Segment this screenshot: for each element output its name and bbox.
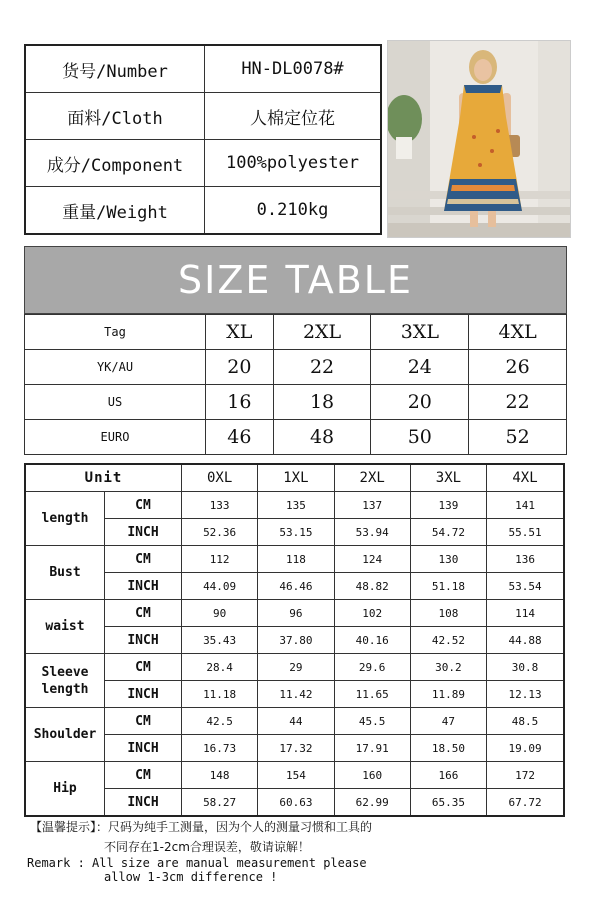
remark-chinese-line-1: 【温馨提示】：尺码为纯手工测量，因为个人的测量习惯和工具的 — [30, 820, 373, 834]
measure-cell: 16.73 — [182, 735, 258, 762]
measure-cell: 148 — [182, 762, 258, 789]
size-column-header: 1XL — [258, 464, 334, 492]
measure-cell: 67.72 — [487, 789, 564, 817]
measure-cell: 17.32 — [258, 735, 334, 762]
measure-cell: 28.4 — [182, 654, 258, 681]
measure-cell: 12.13 — [487, 681, 564, 708]
product-info-table — [24, 44, 382, 235]
measure-cell: 47 — [410, 708, 486, 735]
measurement-row-cm — [25, 762, 564, 789]
measurement-row-inch — [25, 519, 564, 546]
unit-header: Unit — [25, 464, 182, 492]
measure-cell: 65.35 — [410, 789, 486, 817]
unit-inch: INCH — [105, 735, 182, 762]
conversion-header-row — [25, 315, 567, 350]
measure-cell: 53.15 — [258, 519, 334, 546]
measure-cell: 108 — [410, 600, 486, 627]
size-column-header: 4XL — [487, 464, 564, 492]
unit-cm: CM — [105, 654, 182, 681]
measure-cell: 17.91 — [334, 735, 410, 762]
measure-cell: 124 — [334, 546, 410, 573]
measure-cell: 112 — [182, 546, 258, 573]
measure-cell: 62.99 — [334, 789, 410, 817]
measure-cell: 90 — [182, 600, 258, 627]
unit-inch: INCH — [105, 519, 182, 546]
measure-cell: 11.89 — [410, 681, 486, 708]
measure-cell: 54.72 — [410, 519, 486, 546]
dress-model-illustration — [388, 41, 570, 237]
remark-chinese-line-2: 不同存在1-2cm合理误差，敬请谅解！ — [104, 840, 310, 854]
measure-cell: 52.36 — [182, 519, 258, 546]
unit-inch: INCH — [105, 681, 182, 708]
unit-cm: CM — [105, 546, 182, 573]
region-label: YK/AU — [25, 350, 206, 385]
unit-cm: CM — [105, 492, 182, 519]
measure-cell: 44 — [258, 708, 334, 735]
measure-cell: 19.09 — [487, 735, 564, 762]
unit-cm: CM — [105, 708, 182, 735]
measure-cell: 102 — [334, 600, 410, 627]
measurement-row-inch — [25, 681, 564, 708]
unit-inch: INCH — [105, 573, 182, 600]
measure-cell: 160 — [334, 762, 410, 789]
conversion-value: 24 — [371, 350, 469, 385]
measure-cell: 45.5 — [334, 708, 410, 735]
size-conversion-table — [24, 314, 567, 455]
info-value: HN-DL0078# — [205, 45, 382, 93]
measurement-row-cm — [25, 708, 564, 735]
measure-cell: 166 — [410, 762, 486, 789]
measure-cell: 29 — [258, 654, 334, 681]
measure-cell: 154 — [258, 762, 334, 789]
measurement-row-inch — [25, 735, 564, 762]
size-column-header: 3XL — [410, 464, 486, 492]
unit-cm: CM — [105, 600, 182, 627]
size-header-cell: 4XL — [469, 315, 567, 350]
measure-cell: 44.09 — [182, 573, 258, 600]
info-row-number — [25, 45, 381, 93]
info-row-component — [25, 140, 381, 187]
unit-inch: INCH — [105, 789, 182, 817]
measure-cell: 35.43 — [182, 627, 258, 654]
category-label: length — [25, 492, 105, 546]
tag-label: Tag — [25, 315, 206, 350]
info-label: 面料/Cloth — [25, 93, 205, 140]
measure-cell: 96 — [258, 600, 334, 627]
measure-cell: 30.8 — [487, 654, 564, 681]
info-label: 重量/Weight — [25, 187, 205, 235]
size-header-cell: XL — [206, 315, 274, 350]
measurement-header-row — [25, 464, 564, 492]
measure-cell: 53.94 — [334, 519, 410, 546]
product-photo — [387, 40, 571, 238]
remark-english-line-1: Remark : All size are manual measurement please — [27, 856, 367, 870]
conversion-value: 16 — [206, 385, 274, 420]
measurement-row-cm — [25, 546, 564, 573]
measure-cell: 40.16 — [334, 627, 410, 654]
size-table-title: SIZE TABLE — [178, 258, 413, 302]
measure-cell: 118 — [258, 546, 334, 573]
measure-cell: 29.6 — [334, 654, 410, 681]
region-label: US — [25, 385, 206, 420]
measure-cell: 42.52 — [410, 627, 486, 654]
conversion-value: 20 — [371, 385, 469, 420]
measure-cell: 48.82 — [334, 573, 410, 600]
category-label: Hip — [25, 762, 105, 817]
measure-cell: 137 — [334, 492, 410, 519]
size-column-header: 2XL — [334, 464, 410, 492]
unit-inch: INCH — [105, 627, 182, 654]
conversion-value: 50 — [371, 420, 469, 455]
measure-cell: 60.63 — [258, 789, 334, 817]
measurement-row-inch — [25, 789, 564, 817]
measure-cell: 58.27 — [182, 789, 258, 817]
region-label: EURO — [25, 420, 206, 455]
conversion-row — [25, 385, 567, 420]
measure-cell: 172 — [487, 762, 564, 789]
measurement-row-cm — [25, 492, 564, 519]
size-header-cell: 2XL — [273, 315, 371, 350]
measurement-row-inch — [25, 627, 564, 654]
category-label: Shoulder — [25, 708, 105, 762]
conversion-value: 22 — [273, 350, 371, 385]
measure-cell: 11.18 — [182, 681, 258, 708]
size-column-header: 0XL — [182, 464, 258, 492]
measure-cell: 51.18 — [410, 573, 486, 600]
category-label: Bust — [25, 546, 105, 600]
conversion-value: 18 — [273, 385, 371, 420]
remark-english-line-2: allow 1-3cm difference ! — [104, 870, 278, 884]
conversion-value: 22 — [469, 385, 567, 420]
conversion-value: 52 — [469, 420, 567, 455]
conversion-row — [25, 350, 567, 385]
measure-cell: 53.54 — [487, 573, 564, 600]
measure-cell: 11.42 — [258, 681, 334, 708]
size-table-title-bar — [24, 246, 567, 314]
measurement-table — [24, 463, 565, 817]
info-value: 100%polyester — [205, 140, 382, 187]
measure-cell: 42.5 — [182, 708, 258, 735]
measure-cell: 44.88 — [487, 627, 564, 654]
info-label: 成分/Component — [25, 140, 205, 187]
conversion-value: 48 — [273, 420, 371, 455]
measurement-row-inch — [25, 573, 564, 600]
measurement-row-cm — [25, 654, 564, 681]
info-row-cloth — [25, 93, 381, 140]
unit-cm: CM — [105, 762, 182, 789]
measure-cell: 11.65 — [334, 681, 410, 708]
conversion-value: 26 — [469, 350, 567, 385]
category-label: waist — [25, 600, 105, 654]
info-value: 0.210kg — [205, 187, 382, 235]
measure-cell: 30.2 — [410, 654, 486, 681]
measure-cell: 136 — [487, 546, 564, 573]
measure-cell: 135 — [258, 492, 334, 519]
measure-cell: 55.51 — [487, 519, 564, 546]
category-label: Sleeve length — [25, 654, 105, 708]
info-value: 人棉定位花 — [205, 93, 382, 140]
conversion-value: 46 — [206, 420, 274, 455]
measure-cell: 133 — [182, 492, 258, 519]
info-row-weight — [25, 187, 381, 235]
conversion-value: 20 — [206, 350, 274, 385]
conversion-row — [25, 420, 567, 455]
measure-cell: 130 — [410, 546, 486, 573]
measurement-row-cm — [25, 600, 564, 627]
measure-cell: 141 — [487, 492, 564, 519]
measure-cell: 139 — [410, 492, 486, 519]
size-header-cell: 3XL — [371, 315, 469, 350]
measure-cell: 114 — [487, 600, 564, 627]
info-label: 货号/Number — [25, 45, 205, 93]
measure-cell: 37.80 — [258, 627, 334, 654]
measure-cell: 18.50 — [410, 735, 486, 762]
measure-cell: 46.46 — [258, 573, 334, 600]
measure-cell: 48.5 — [487, 708, 564, 735]
